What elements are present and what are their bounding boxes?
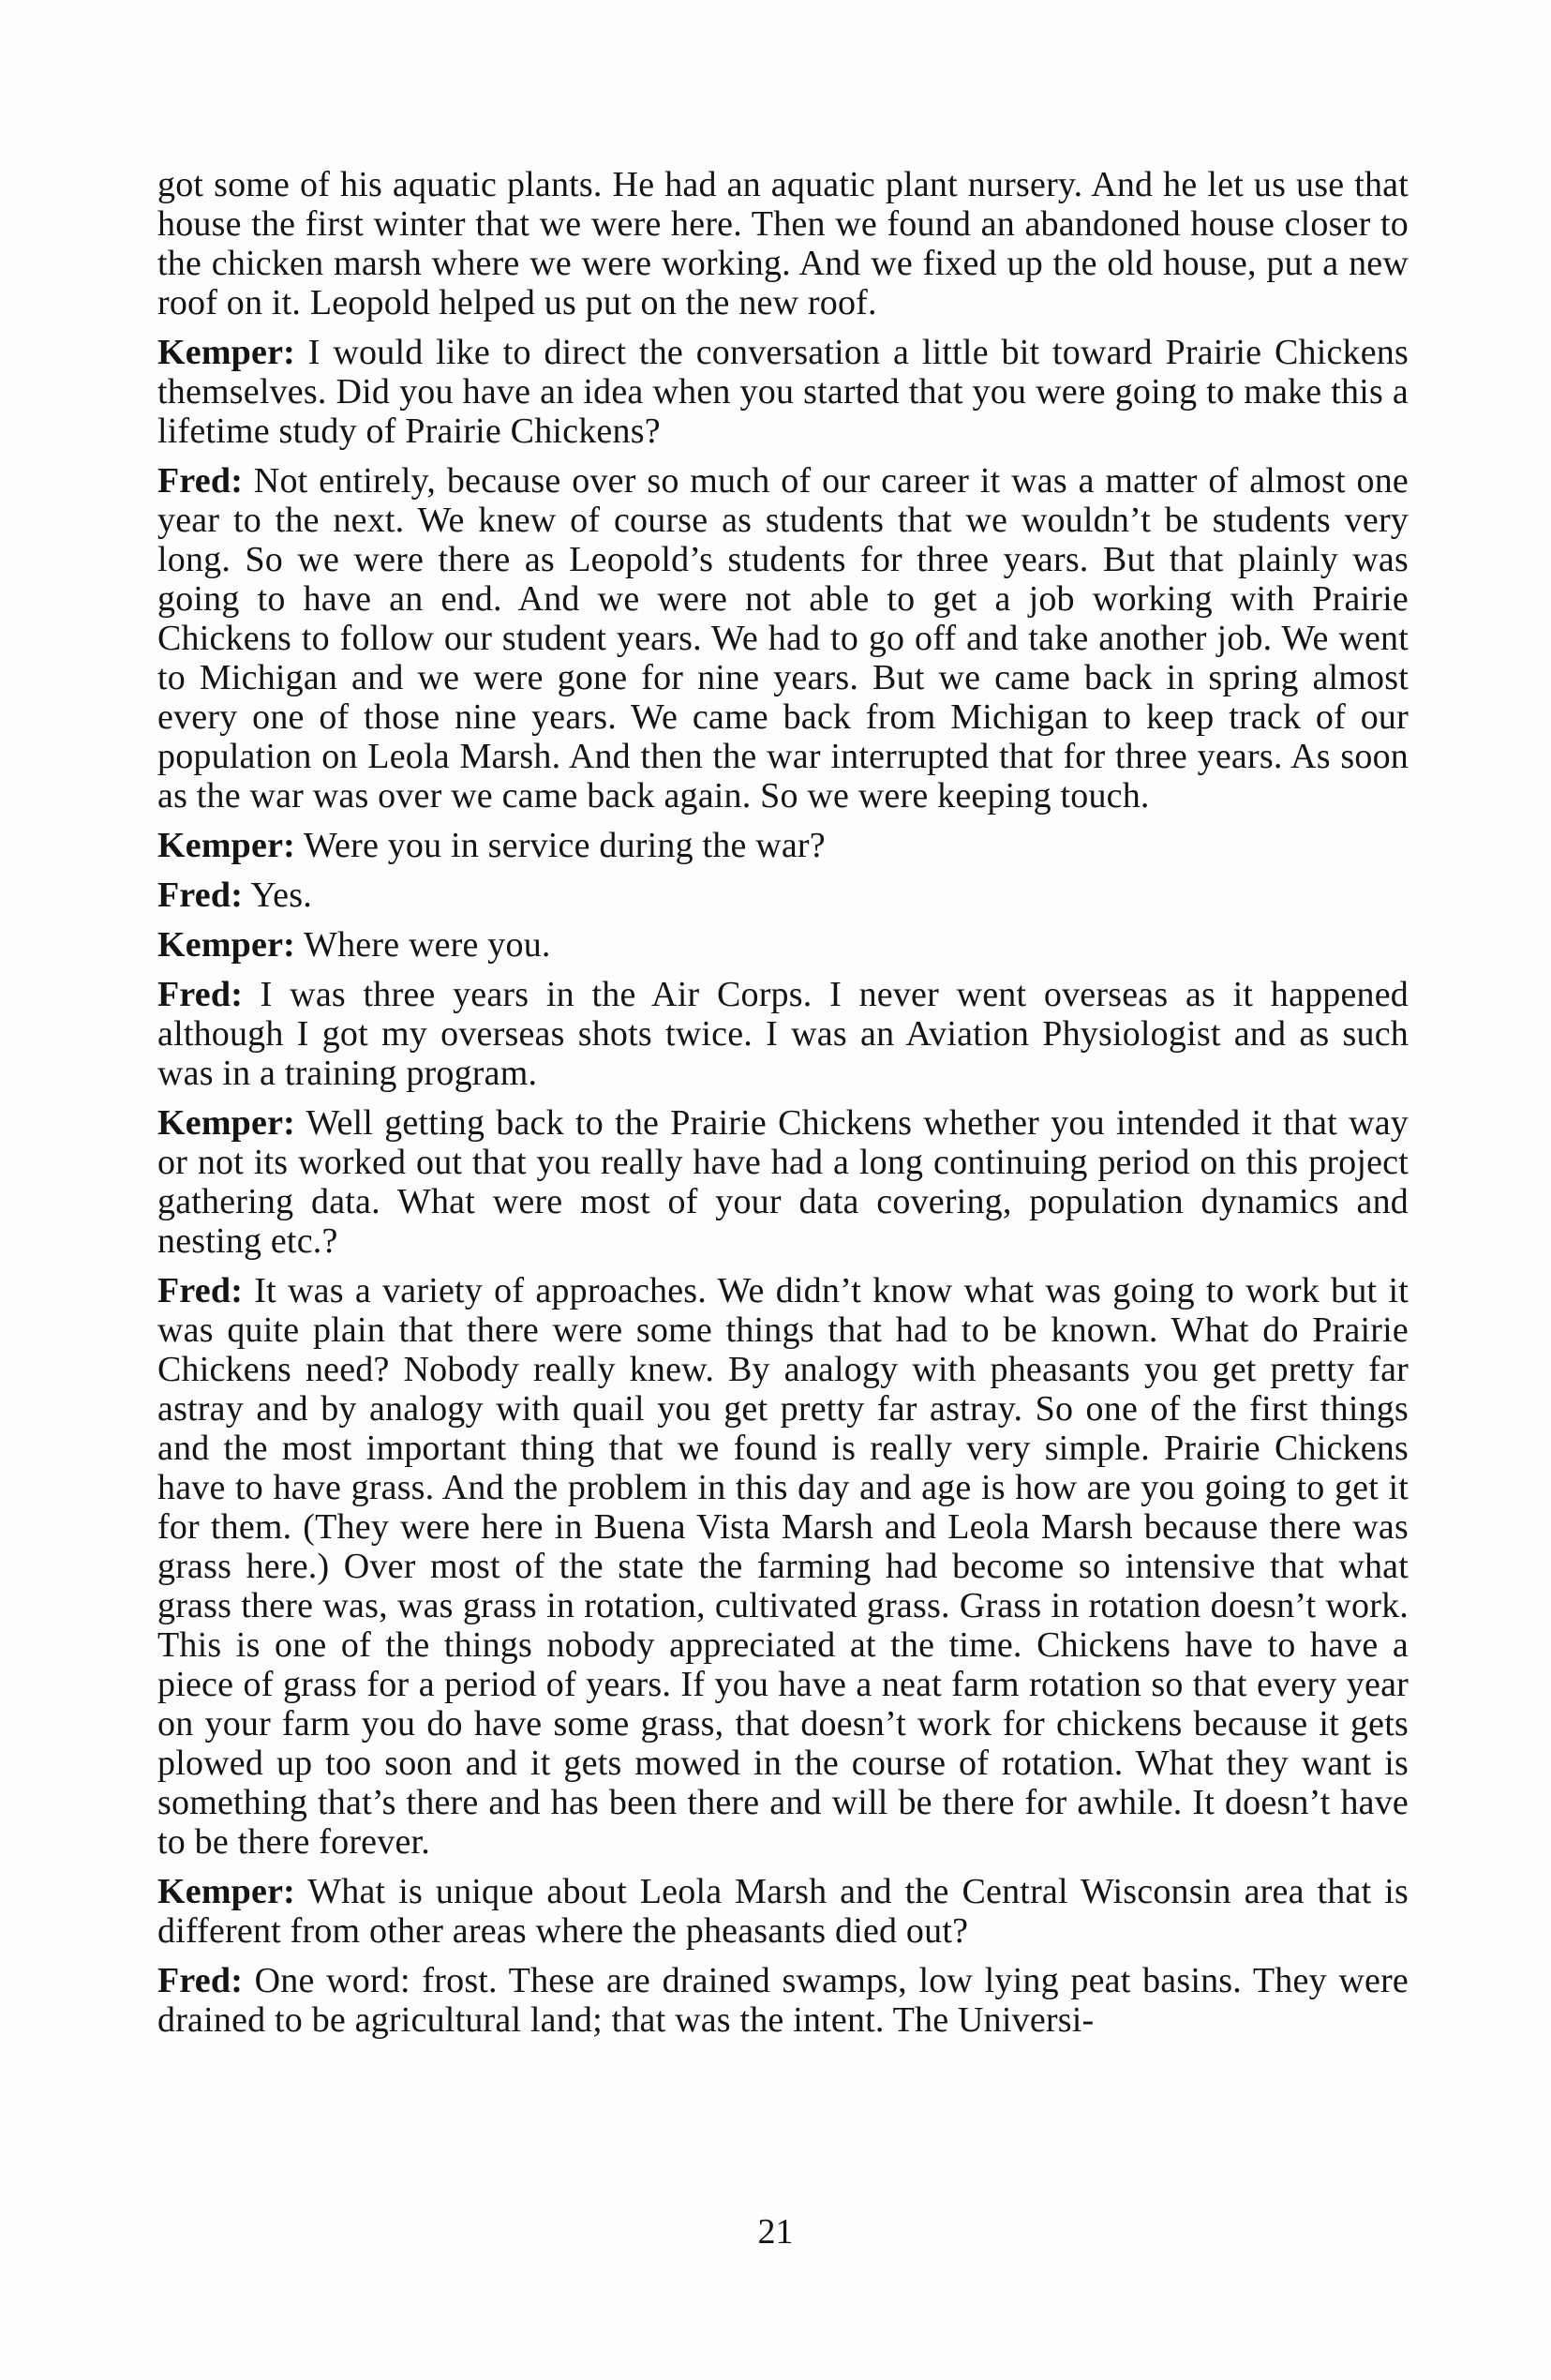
page-number: 21 xyxy=(757,2212,794,2252)
paragraph-6 xyxy=(157,925,1409,965)
paragraph-1 xyxy=(157,165,1409,322)
speaker-label: Fred: xyxy=(157,876,244,915)
paragraph-10 xyxy=(157,1872,1409,1951)
speaker-label: Fred: xyxy=(157,1271,244,1310)
speaker-label: Kemper: xyxy=(157,1103,295,1143)
paragraph-text: One word: frost. These are drained swamps, low lying peat basins. They were drained to be agricultural land; that was the intent. The Universi- xyxy=(157,1961,1409,2040)
paragraph-9 xyxy=(157,1271,1409,1862)
paragraph-text: Were you in service during the war? xyxy=(295,826,826,865)
paragraph-3 xyxy=(157,461,1409,816)
paragraph-7 xyxy=(157,975,1409,1093)
paragraph-11 xyxy=(157,1961,1409,2040)
paragraph-2 xyxy=(157,333,1409,451)
speaker-label: Kemper: xyxy=(157,1872,295,1911)
paragraph-4 xyxy=(157,826,1409,865)
paragraph-text: Not entirely, because over so much of our career it was a matter of almost one year to the next. We knew of course as students that we wouldn’t be students very long. So we were there as Leopold’s students for three years. But that plainly was going to have an end. And we were not able to get a job working with Prairie Chickens to follow our student years. We had to go off and take another job. We went to Michigan and we were gone for nine years. But we came back in spring almost every one of those nine years. We came back from Michigan to keep track of our population on Leola Marsh. And then the war interrupted that for three years. As soon as the war was over we came back again. So we were keeping touch. xyxy=(157,461,1409,816)
paragraph-text: got some of his aquatic plants. He had an aquatic plant nursery. And he let us use that house the first winter that we were here. Then we found an abandoned house closer to the chicken marsh where we were working. And we fixed up the old house, put a new roof on it. Leopold helped us put on the new roof. xyxy=(157,165,1409,322)
paragraph-text: It was a variety of approaches. We didn’t know what was going to work but it was quite plain that there were some things that had to be known. What do Prairie Chickens need? Nobody really knew. By analogy with pheasants you get pretty far astray and by analogy with quail you get pretty far astray. So one of the first things and the most important thing that we found is really very simple. Prairie Chickens have to have grass. And the problem in this day and age is how are you going to get it for them. (They were here in Buena Vista Marsh and Leola Marsh because there was grass here.) Over most of the state the farming had become so intensive that what grass there was, was grass in rotation, cultivated grass. Grass in rotation doesn’t work. This is one of the things nobody appreciated at the time. Chickens have to have a piece of grass for a period of years. If you have a neat farm rotation so that every year on your farm you do have some grass, that doesn’t work for chickens because it gets plowed up too soon and it gets mowed in the course of rotation. What they want is something that’s there and has been there and will be there for awhile. It doesn’t have to be there forever. xyxy=(157,1271,1409,1862)
paragraph-8 xyxy=(157,1103,1409,1261)
paragraph-text: Well getting back to the Prairie Chickens whether you intended it that way or not its worked out that you really have had a long continuing period on this project gathering data. What were most of your data covering, population dynamics and nesting etc.? xyxy=(157,1103,1409,1261)
speaker-label: Kemper: xyxy=(157,826,295,865)
paragraph-5 xyxy=(157,876,1409,915)
speaker-label: Fred: xyxy=(157,1961,244,2000)
paragraph-text: I was three years in the Air Corps. I never went overseas as it happened although I got my overseas shots twice. I was an Aviation Physiologist and as such was in a training program. xyxy=(157,975,1409,1093)
paragraph-text: I would like to direct the conversation a little bit toward Prairie Chickens themselves. Did you have an idea when you started that you were going to make this a lifetime study of Prairie Chickens? xyxy=(157,333,1409,451)
speaker-label: Kemper: xyxy=(157,333,295,372)
paragraph-text: Where were you. xyxy=(295,925,551,965)
speaker-label: Fred: xyxy=(157,461,244,501)
speaker-label: Fred: xyxy=(157,975,244,1014)
paragraph-text: What is unique about Leola Marsh and the Central Wisconsin area that is different from other areas where the pheasants died out? xyxy=(157,1872,1409,1951)
paragraph-text: Yes. xyxy=(243,876,312,915)
interview-text xyxy=(157,165,1409,2050)
speaker-label: Kemper: xyxy=(157,925,295,965)
